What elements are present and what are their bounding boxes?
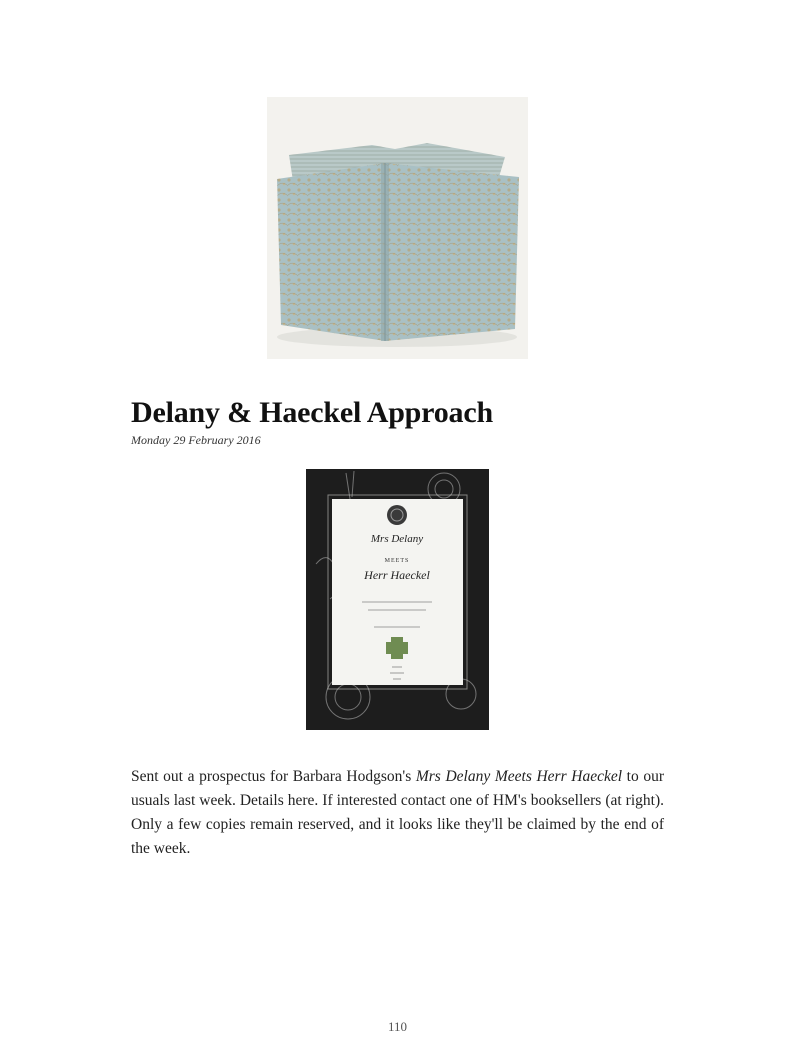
prospectus-illustration bbox=[306, 469, 489, 730]
book-title-emphasis: Mrs Delany Meets Herr Haeckel bbox=[415, 768, 623, 785]
post-body bbox=[131, 765, 664, 861]
page-number: 110 bbox=[387, 1019, 408, 1034]
card-line1: Mrs Delany bbox=[370, 533, 424, 545]
post-date: Monday 29 February 2016 bbox=[131, 433, 261, 447]
card-line3: Herr Haeckel bbox=[364, 568, 430, 582]
book-photo-illustration bbox=[267, 97, 528, 359]
book-photo bbox=[267, 97, 528, 359]
card-line2: MEETS bbox=[384, 558, 410, 564]
post-title: Delany & Haeckel Approach bbox=[131, 396, 493, 429]
prospectus-photo bbox=[306, 469, 489, 730]
body-text-part1: Sent out a prospectus for Barbara Hodgson's bbox=[131, 768, 416, 785]
body-text-part2: to our usuals last week. Details here. If interested contact one of HM's booksellers (at right). Only a few copies remain reserved, and it looks like they'll be claimed by the end of the week. bbox=[131, 768, 665, 857]
